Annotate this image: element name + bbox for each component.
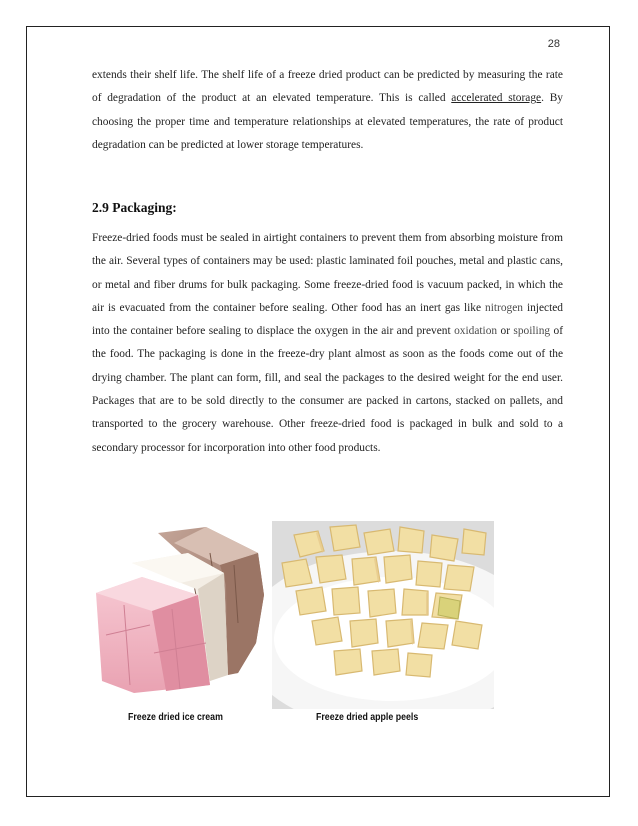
packaging-text-1: Freeze-dried foods must be sealed in airtight containers to prevent them from absorbing moisture from the air. Several types of containers may be used: plastic laminated foil pouches, metal and plastic cans, or metal and fiber drums for bulk packaging. Some freeze-dried food is vacuum packed, in which the air is evacuated from the container before sealing. Other food has an inert gas like	[92, 232, 563, 314]
apple-caption: Freeze dried apple peels	[316, 712, 419, 723]
apple-image	[272, 521, 494, 709]
oxidation-link[interactable]: oxidation	[454, 325, 498, 338]
ice-cream-image	[88, 525, 268, 695]
page-number: 28	[547, 38, 560, 50]
section-heading: 2.9 Packaging:	[92, 200, 177, 215]
intro-text-2: . By choosing the proper time and temperature relationships at elevated temperatures, the rate of product degradation can be predicted at lower storage temperatures.	[92, 92, 563, 151]
accelerated-storage-link[interactable]: accelerated storage	[451, 92, 542, 105]
spoiling-link[interactable]: spoiling	[513, 325, 551, 338]
intro-paragraph	[92, 64, 563, 157]
packaging-text-2: injected into the container before sealing to displace the oxygen in the air and prevent	[92, 301, 563, 338]
nitrogen-link[interactable]: nitrogen	[485, 301, 523, 314]
packaging-paragraph	[92, 227, 563, 460]
intro-text-1: extends their shelf life. The shelf life of a freeze dried product can be predicted by measuring the rate of degradation of the product at an elevated temperature. This is called	[92, 69, 563, 105]
packaging-text-3: or	[497, 325, 514, 338]
ice-cream-caption: Freeze dried ice cream	[128, 712, 223, 723]
packaging-text-4: of the food. The packaging is done in the freeze-dry plant almost as soon as the foods come out of the drying chamber. The plant can form, fill, and seal the packages to the desired weight for the end user. Packages that are to be sold directly to the consumer are packed in cartons, stacked on pallets, and transported to the grocery warehouse. Other freeze-dried food is packaged in bulk and sold to a secondary processor for incorporation into other food products.	[92, 325, 564, 454]
